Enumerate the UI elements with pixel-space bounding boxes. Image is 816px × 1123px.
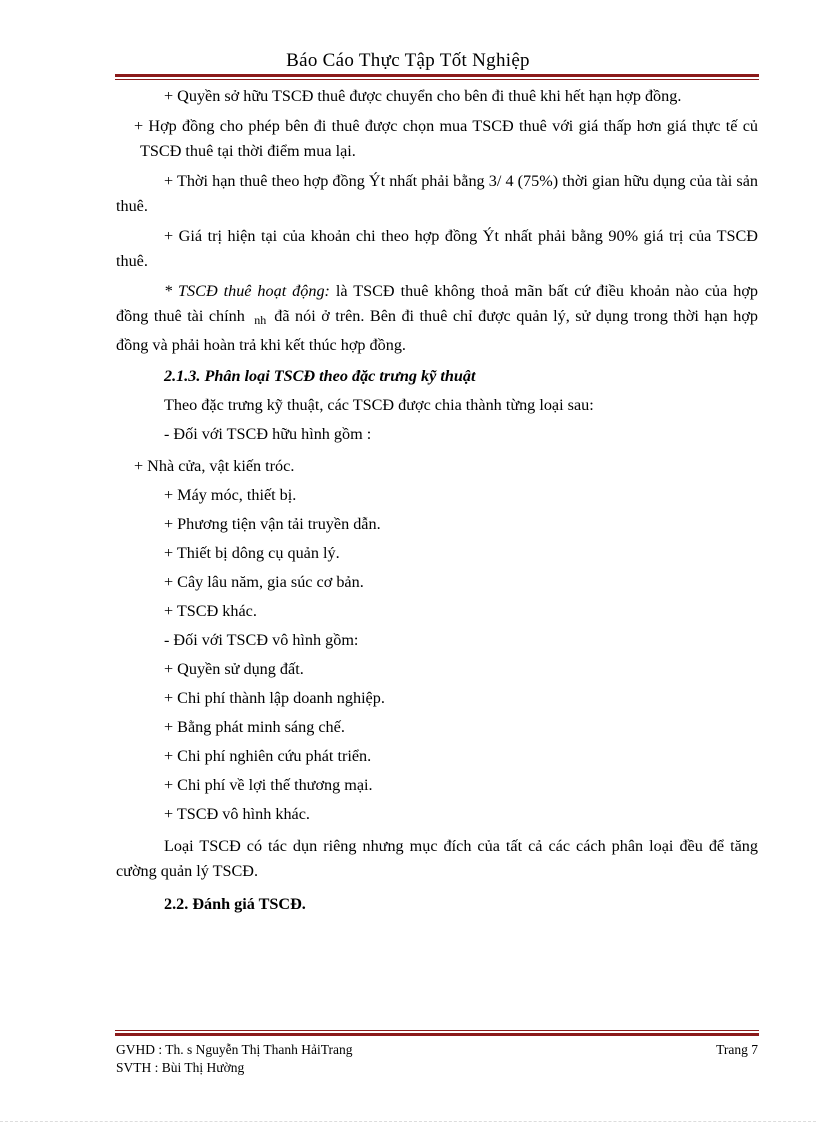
paragraph-conclusion: Loại TSCĐ có tác dụn riêng nhưng mục đích của tất cả các cách phân loại đều để tăng cường quản lý TSCĐ. (116, 837, 758, 880)
paragraph-purchase-option: + Hợp đồng cho phép bên đi thuê được chọn mua TSCĐ thuê với giá thấp hơn giá thực tế củ TSCĐ thuê tại thời điểm mua lại. (134, 117, 758, 160)
list-item-tangible: + TSCĐ khác. (164, 602, 257, 620)
document-body (116, 84, 758, 919)
footer-rule-thin (115, 1030, 759, 1031)
list-item-tangible: + Nhà cửa, vật kiến tróc. (134, 457, 295, 475)
footer-row (116, 1041, 758, 1059)
paragraph-ownership: + Quyền sở hữu TSCĐ thuê được chuyển cho bên đi thuê khi hết hạn hợp đồng. (164, 87, 682, 105)
list-item-tangible: + Máy móc, thiết bị. (164, 486, 297, 504)
section-heading-2-1-3: 2.1.3. Phân loại TSCĐ theo đặc trưng kỹ thuật (164, 367, 476, 385)
page-edge (0, 1121, 816, 1122)
list-item-intangible: + Quyền sử dụng đất. (164, 660, 304, 678)
header-rule-thick (115, 74, 759, 77)
section-heading-2-2: 2.2. Đánh giá TSCĐ. (164, 895, 306, 913)
operating-lease-text-b: đã nói ở trên. Bên đi thuê chỉ được quản lý, sử dụng trong thời hạn hợp đồng và phải hoàn trả khi kết thúc hợp đồng. (116, 307, 758, 354)
header-rule-thin (115, 79, 759, 80)
list-item-tangible: + Cây lâu năm, gia súc cơ bản. (164, 573, 364, 591)
list-item-intangible: + Chi phí về lợi thế thương mại. (164, 776, 373, 794)
operating-lease-small-text: nh (254, 313, 267, 327)
list-item-tangible: + Phương tiện vận tải truyền dẫn. (164, 515, 381, 533)
footer-supervisor: GVHD : Th. s Nguyễn Thị Thanh HảiTrang (116, 1042, 353, 1057)
footer-student: SVTH : Bùi Thị Hường (116, 1060, 245, 1075)
footer-rule-thick (115, 1033, 759, 1036)
page-header-title: Báo Cáo Thực Tập Tốt Nghiệp (286, 50, 530, 71)
list-item-intangible: + TSCĐ vô hình khác. (164, 805, 310, 823)
list-item-tangible: + Thiết bị dông cụ quản lý. (164, 544, 340, 562)
paragraph-lease-term: + Thời hạn thuê theo hợp đồng Ýt nhất phải bằng 3/ 4 (75%) thời gian hữu dụng của tài sản thuê. (116, 172, 758, 215)
list-item-intangible: + Bằng phát minh sáng chế. (164, 718, 345, 736)
operating-lease-term: * TSCĐ thuê hoạt động: (164, 282, 330, 300)
paragraph-present-value: + Giá trị hiện tại của khoản chi theo hợp đồng Ýt nhất phải bằng 90% giá trị của TSCĐ thuê. (116, 227, 758, 270)
footer-page-number: Trang 7 (716, 1042, 758, 1057)
paragraph-operating-lease (116, 279, 758, 358)
tangible-assets-title: - Đối với TSCĐ hữu hình gồm : (164, 425, 372, 443)
operating-lease-text-a: là TSCĐ thuê không thoả mãn bất cứ điều khoản nào của hợp đồng thuê tài chính (116, 282, 759, 325)
list-item-intangible: + Chi phí thành lập doanh nghiệp. (164, 689, 385, 707)
classification-intro: Theo đặc trưng kỹ thuật, các TSCĐ được chia thành từng loại sau: (164, 396, 594, 414)
intangible-assets-title: - Đối với TSCĐ vô hình gồm: (164, 631, 359, 649)
page-footer (116, 1041, 758, 1077)
list-item-intangible: + Chi phí nghiên cứu phát triển. (164, 747, 372, 765)
